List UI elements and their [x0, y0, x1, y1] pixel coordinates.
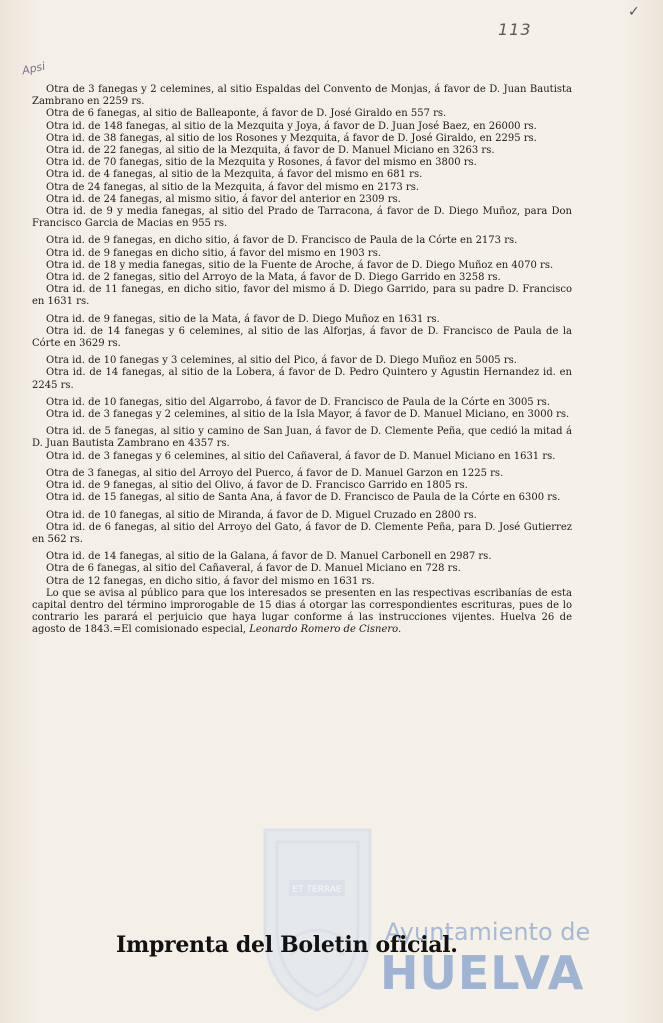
list-item: Otra id. de 3 fanegas y 6 celemines, al sitio del Cañaveral, á favor de D. Manuel Miciano en 1631 rs. [46, 450, 556, 462]
list-item: Otra id. de 9 fanegas, al sitio del Olivo, á favor de D. Francisco Garrido en 1805 rs. [46, 480, 468, 492]
list-item: Otra id. de 14 fanegas, al sitio de la Lobera, á favor de D. Pedro Quintero y Agustin Hernandez id. en 2245 rs. [32, 367, 572, 391]
list-item: Otra de 6 fanegas, al sitio de Balleaponte, á favor de D. José Giraldo en 557 rs. [46, 108, 447, 120]
list-item: Otra id. de 9 fanegas, sitio de la Mata, á favor de D. Diego Muñoz en 1631 rs. [46, 313, 440, 325]
list-item: Otra id. de 9 fanegas en dicho sitio, á favor del mismo en 1903 rs. [46, 247, 382, 259]
pencil-annotation: Apsi [20, 59, 47, 78]
list-item: Otra id. de 14 fanegas, al sitio de la Galana, á favor de D. Manuel Carbonell en 2987 rs. [46, 551, 492, 563]
list-item: Otra id. de 2 fanegas, sitio del Arroyo de la Mata, á favor de D. Diego Garrido en 3258 rs. [46, 272, 501, 284]
printer-imprint: Imprenta del Boletin oficial. [116, 932, 458, 958]
public-notice [32, 588, 572, 637]
list-item: Otra de 3 fanegas, al sitio del Arroyo del Puerco, á favor de D. Manuel Garzon en 1225 rs. [46, 467, 504, 479]
watermark-line-1: Ayuntamiento de [385, 918, 591, 946]
list-item: Otra id. de 9 fanegas, en dicho sitio, á favor de D. Francisco de Paula de la Córte en 2173 rs. [46, 235, 518, 247]
list-item: Otra id. de 10 fanegas, al sitio de Miranda, á favor de D. Miguel Cruzado en 2800 rs. [46, 509, 477, 521]
auction-list [32, 84, 572, 637]
list-item: Otra id. de 10 fanegas y 3 celemines, al sitio del Pico, á favor de D. Diego Muñoz en 5005 rs. [46, 355, 517, 367]
list-item: Otra id. de 6 fanegas, al sitio del Arroyo del Gato, á favor de D. Clemente Peña, para D. José Gutierrez en 562 rs. [32, 521, 572, 545]
list-item: Otra id. de 9 y media fanegas, al sitio del Prado de Tarracona, á favor de D. Diego Muñoz, para Don Francisco Garcia de Macias en 955 rs. [32, 206, 572, 230]
list-item: Otra de 6 fanegas, al sitio del Cañaveral, á favor de D. Manuel Miciano en 728 rs. [46, 563, 461, 575]
signer-name: Leonardo Romero de Cisnero. [249, 624, 402, 636]
list-item: Otra id. de 11 fanegas, en dicho sitio, favor del mismo á D. Diego Garrido, para su padre D. Francisco en 1631 rs. [32, 284, 572, 308]
list-item: Otra id. de 10 fanegas, sitio del Algarrobo, á favor de D. Francisco de Paula de la Córte en 3005 rs. [46, 396, 550, 408]
folio-number: 113 [498, 20, 532, 39]
list-item: Otra id. de 3 fanegas y 2 celemines, al sitio de la Isla Mayor, á favor de D. Manuel Miciano, en 3000 rs. [46, 409, 570, 421]
list-item: Otra id. de 70 fanegas, sitio de la Mezquita y Rosones, á favor del mismo en 3800 rs. [46, 157, 477, 169]
shield-motto: ET TERRAE [292, 885, 342, 895]
list-item: Otra id. de 18 y media fanegas, sitio de la Fuente de Aroche, á favor de D. Diego Muñoz en 4070 rs. [46, 259, 554, 271]
list-item: Otra id. de 148 fanegas, al sitio de la Mezquita y Joya, á favor de D. Juan José Baez, en 26000 rs. [46, 120, 537, 132]
list-item: Otra id. de 38 fanegas, al sitio de los Rosones y Mezquita, á favor de D. José Giraldo, en 2295 rs. [46, 132, 537, 144]
list-item: Otra id. de 22 fanegas, al sitio de la Mezquita, á favor de D. Manuel Miciano en 3263 rs. [46, 145, 495, 157]
watermark-line-2: HUELVA [380, 946, 585, 1000]
list-item: Otra id. de 5 fanegas, al sitio y camino de San Juan, á favor de D. Clemente Peña, que cedió la mitad á D. Juan Bautista Zambrano en 4357 rs. [32, 426, 572, 450]
list-item: Otra id. de 24 fanegas, al mismo sitio, á favor del anterior en 2309 rs. [46, 193, 401, 205]
list-item: Otra de 12 fanegas, en dicho sitio, á favor del mismo en 1631 rs. [46, 575, 375, 587]
list-item: Otra de 3 fanegas y 2 celemines, al sitio Espaldas del Convento de Monjas, á favor de D. Juan Bautista Zambrano en 2259 rs. [32, 84, 572, 108]
list-item: Otra id. de 4 fanegas, al sitio de la Mezquita, á favor del mismo en 681 rs. [46, 169, 423, 181]
shield-icon [265, 830, 370, 1010]
list-item: Otra de 24 fanegas, al sitio de la Mezquita, á favor del mismo en 2173 rs. [46, 181, 420, 193]
notice-text: Lo que se avisa al público para que los interesados se presenten en las respectivas escribanías de esta capital dentro del término improrogable de 15 dias á otorgar las correspondientes escrituras, pues de lo contrario les parará el perjuicio que haya lugar conforme á las instrucciones vijentes. Huelva 26 de agosto de 1843.=El comisionado especial, [32, 587, 572, 636]
list-item: Otra id. de 15 fanegas, al sitio de Santa Ana, á favor de D. Francisco de Paula de la Córte en 6300 rs. [46, 492, 561, 504]
corner-check-mark: ✓ [628, 4, 640, 20]
list-item: Otra id. de 14 fanegas y 6 celemines, al sitio de las Alforjas, á favor de D. Francisco de Paula de la Córte en 3629 rs. [32, 325, 572, 350]
